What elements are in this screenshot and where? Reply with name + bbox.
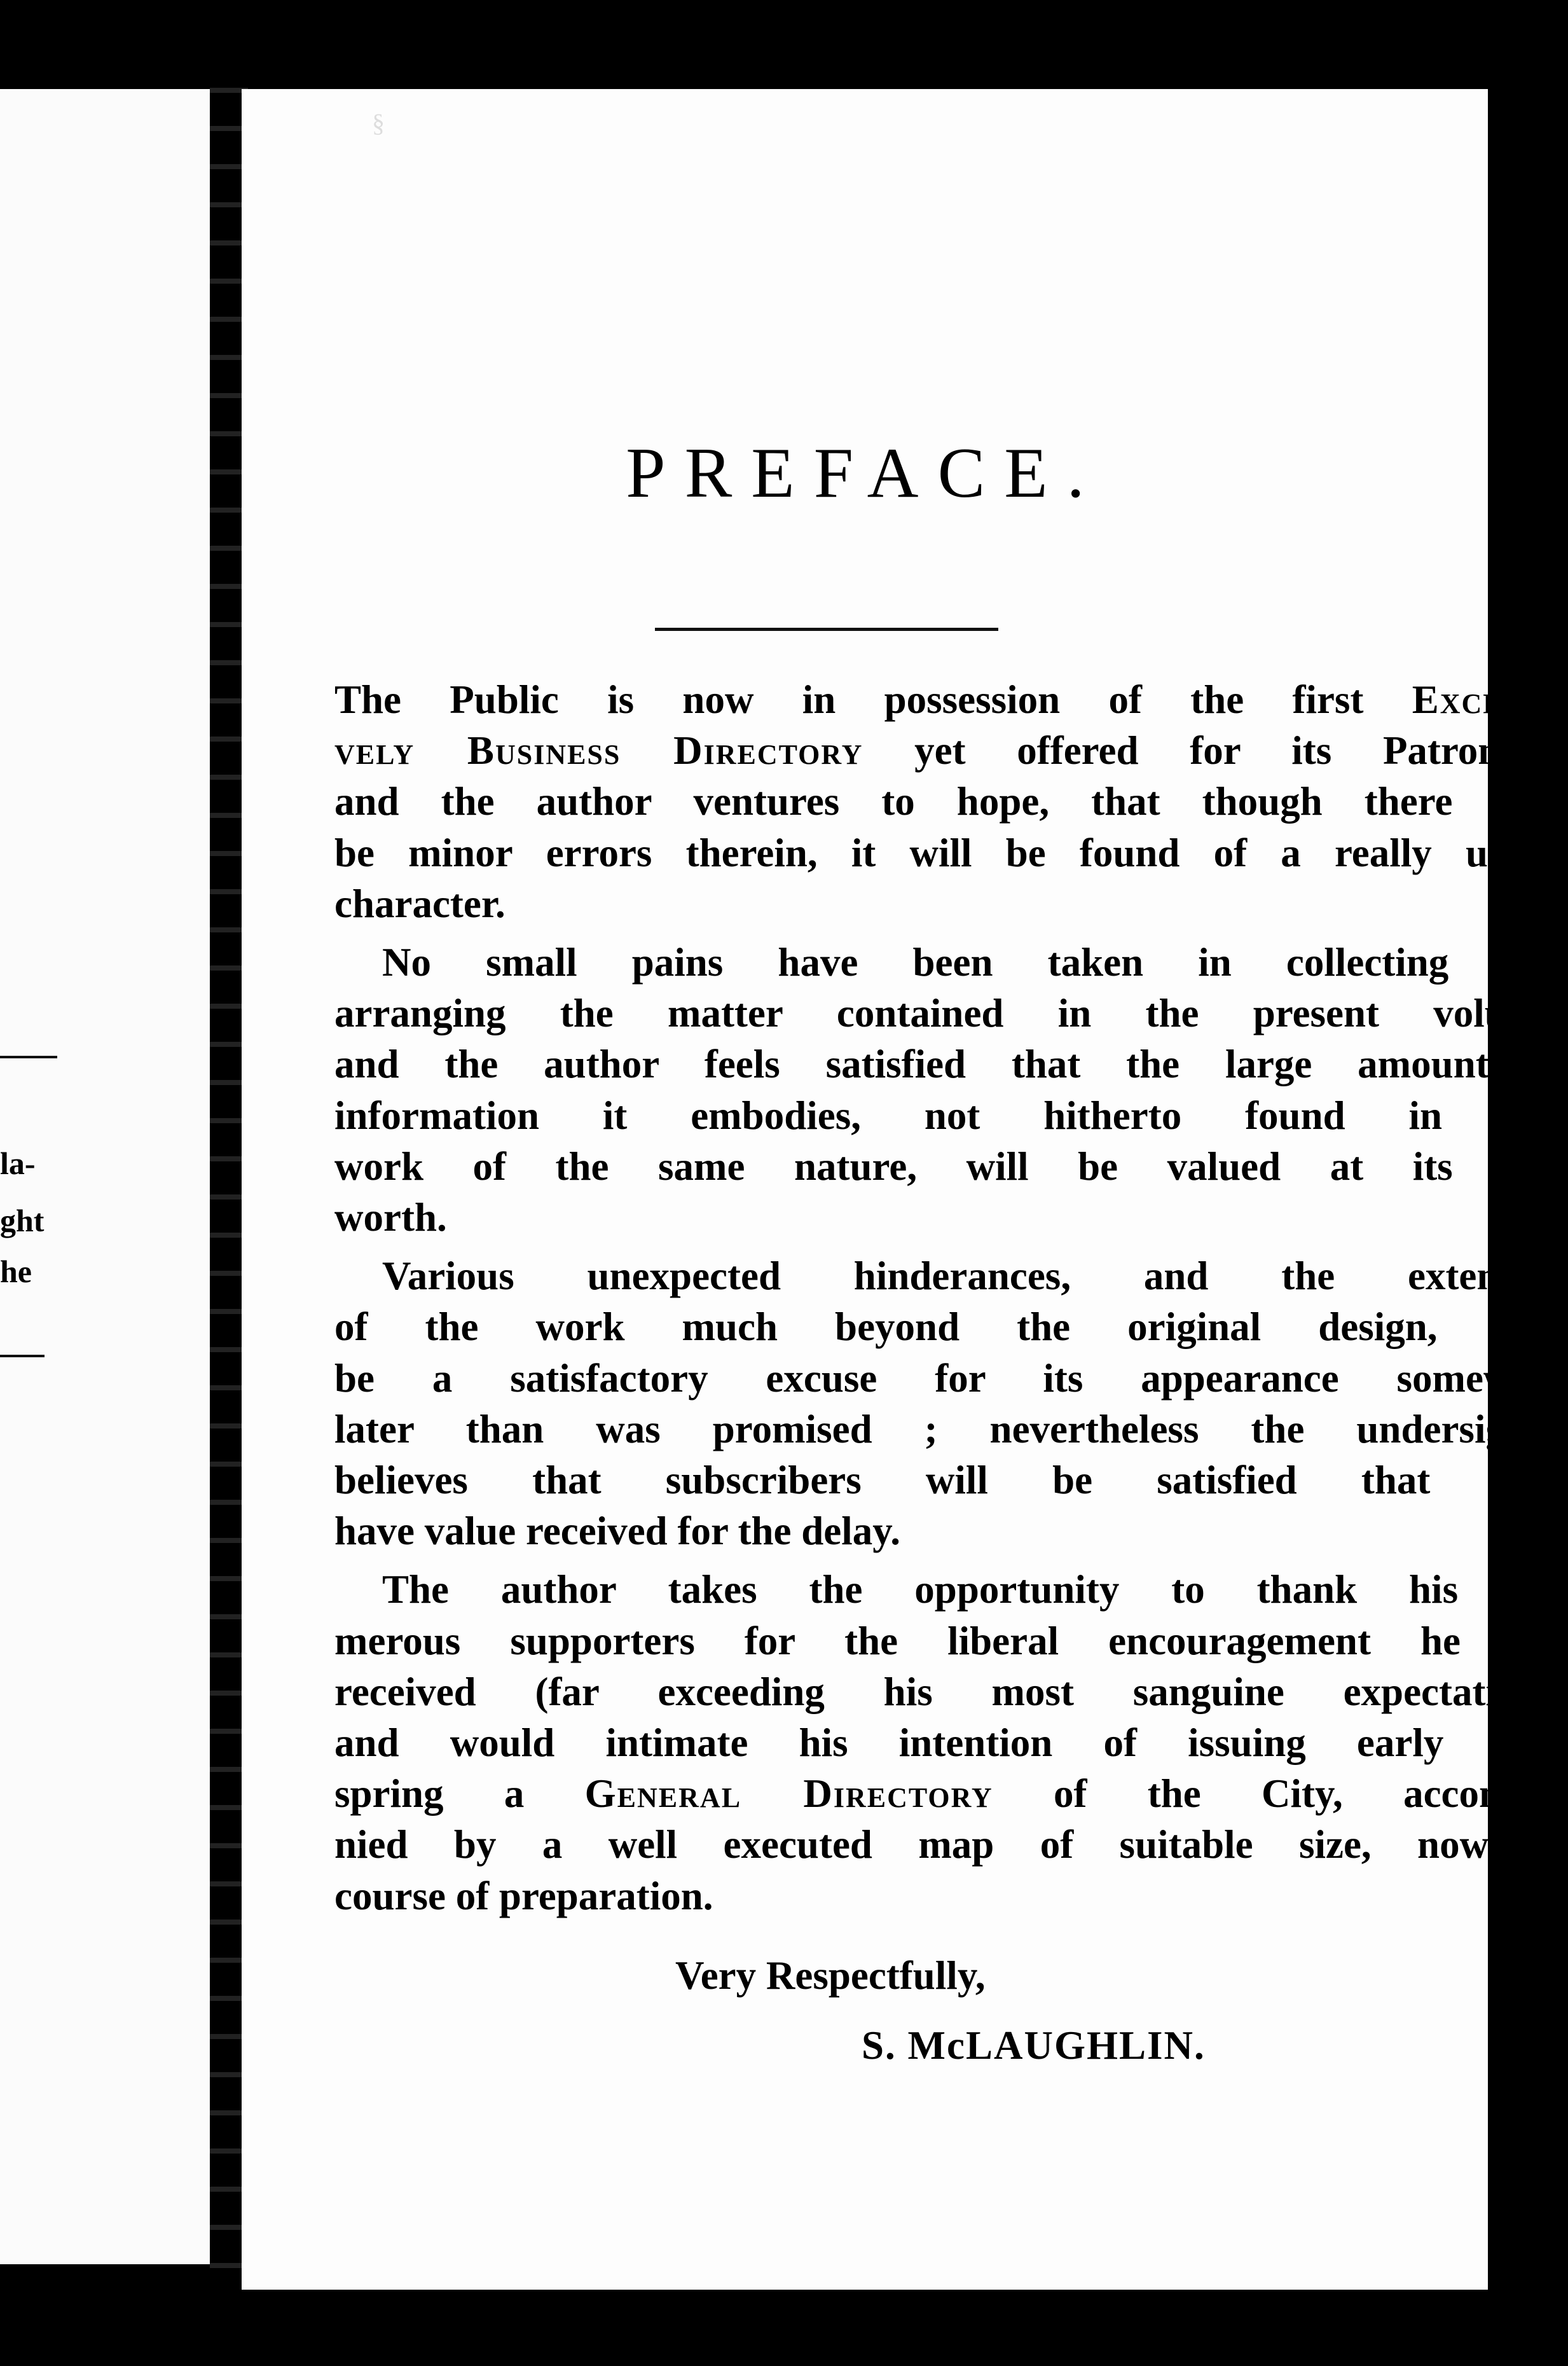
text-line: worth. — [334, 1195, 447, 1240]
text-line: believes that subscribers will be satisfied that they — [334, 1458, 1568, 1503]
text-line: The Public is now in possession of the first Exclusi- — [334, 677, 1568, 722]
left-page-fragment: la- — [0, 1145, 36, 1181]
text-line: and would intimate his intention of issuing early next — [334, 1720, 1568, 1766]
text-line: later than was promised ; nevertheless the undersigned — [334, 1406, 1568, 1451]
text-line: and the author ventures to hope, that though there may — [334, 779, 1568, 824]
text-line: The author takes the opportunity to thank his nu- — [382, 1567, 1568, 1612]
left-page-fragment: ght — [0, 1203, 45, 1238]
left-page-rule — [0, 1056, 57, 1058]
text-line: of the work much beyond the original design, may — [334, 1304, 1568, 1350]
text-line: received (far exceeding his most sanguine expectations) — [334, 1669, 1568, 1714]
left-page-rule — [0, 1355, 45, 1357]
text-line: be minor errors therein, it will be found of a really useful — [334, 830, 1568, 875]
text-line: merous supporters for the liberal encouragement he has — [334, 1618, 1568, 1663]
paragraph — [334, 1564, 1568, 1921]
text-line: No small pains have been taken in collecting and — [382, 940, 1568, 985]
text-line: arranging the matter contained in the present volume, — [334, 991, 1568, 1036]
right-page — [242, 89, 1568, 2290]
title-rule — [655, 628, 998, 631]
paragraph — [334, 1250, 1568, 1556]
text-line: course of preparation. — [334, 1873, 713, 1918]
author-signature: S. McLAUGHLIN. — [862, 2023, 1206, 2068]
paragraph — [334, 674, 1568, 929]
paragraph — [334, 937, 1568, 1243]
text-line: work of the same nature, will be valued at its real — [334, 1144, 1568, 1189]
text-line: character. — [334, 881, 505, 926]
text-line: Various unexpected hinderances, and the extension — [382, 1254, 1568, 1299]
text-line: information it embodies, not hitherto found in any — [334, 1093, 1568, 1138]
small-caps-text: vely Business Directory — [334, 728, 863, 773]
margin-mark: § — [372, 109, 385, 137]
text-line: nied by a well executed map of suitable size, now in — [334, 1822, 1568, 1867]
text-line: and the author feels satisfied that the large amount of — [334, 1042, 1568, 1087]
page-title: PREFACE. — [626, 434, 1104, 513]
text-line: vely Business Directory yet offered for its Patronage, — [334, 728, 1568, 773]
closing-salutation: Very Respectfully, — [675, 1953, 986, 1998]
left-page-fragment: he — [0, 1254, 32, 1289]
text-line: be a satisfactory excuse for its appearance somewhat — [334, 1355, 1568, 1401]
text-line: spring a General Directory of the City, accompa- — [334, 1771, 1568, 1816]
left-page-edge — [0, 89, 210, 2264]
small-caps-text: Exclusi- — [1412, 677, 1568, 722]
text-line: have value received for the delay. — [334, 1509, 901, 1554]
small-caps-text: General Directory — [584, 1771, 993, 1816]
preface-body — [334, 674, 1568, 1929]
